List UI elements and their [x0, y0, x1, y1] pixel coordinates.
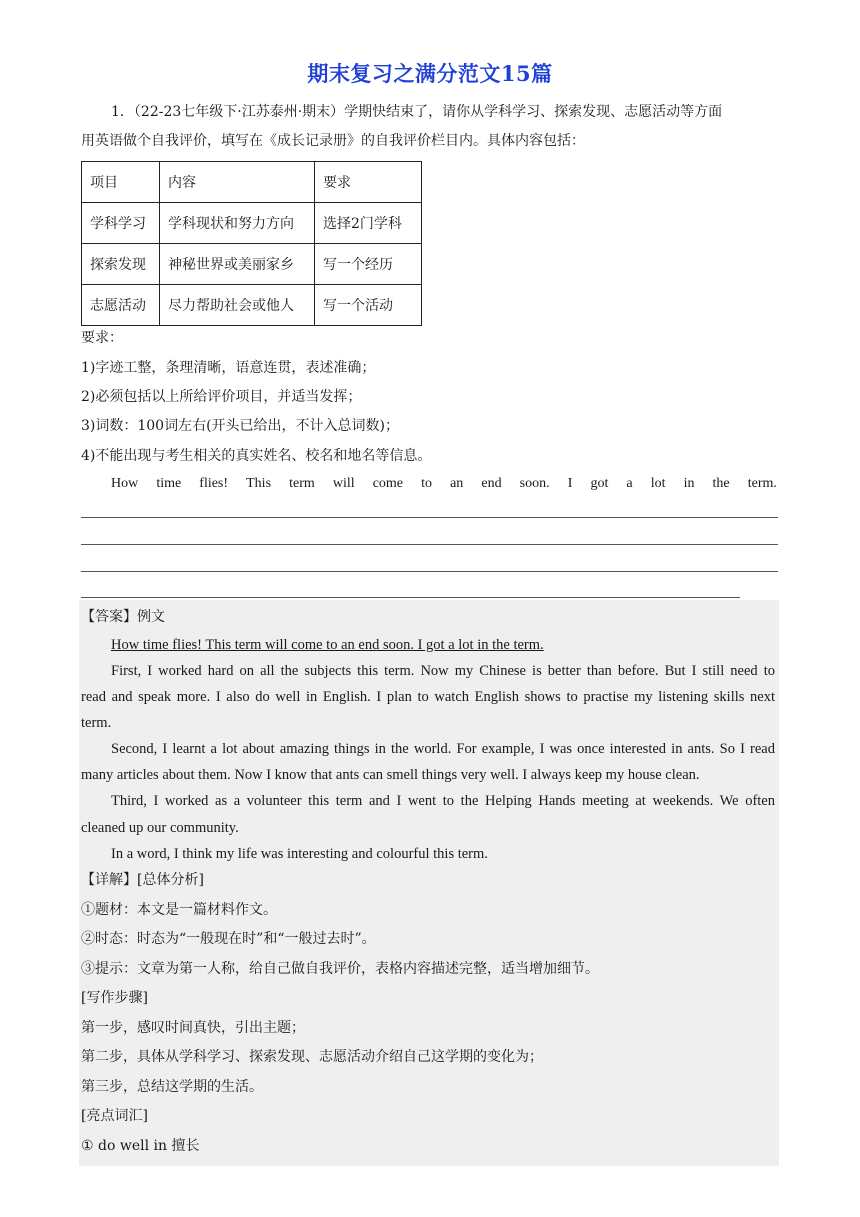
writing-line [81, 571, 778, 572]
opening-word: term [289, 476, 315, 491]
opening-word: This [246, 476, 272, 491]
vocab-label: [亮点词汇] [81, 1108, 148, 1124]
table-cell: 内容 [160, 162, 315, 203]
answer-paragraph-line: term. [81, 715, 112, 731]
writing-line [81, 597, 740, 598]
writing-line [81, 544, 778, 545]
table-cell: 要求 [315, 162, 422, 203]
question-line-2: 用英语做个自我评价，填写在《成长记录册》的自我评价栏目内。具体内容包括： [81, 133, 585, 149]
opening-sentence [111, 476, 777, 492]
question-line-1: 1．（22-23七年级下·江苏泰州·期末）学期快结束了，请你从学科学习、探索发现、志愿活动等方面 [111, 104, 723, 120]
answer-paragraph-line: Second, I learnt a lot about amazing things in the world. For example, I was once interested in ants. So I read [111, 741, 775, 757]
requirement-item: 2)必须包括以上所给评价项目，并适当发挥； [81, 389, 362, 405]
opening-word: a [626, 476, 633, 491]
writing-step: 第二步，具体从学科学习、探索发现、志愿活动介绍自己这学期的变化为； [81, 1049, 543, 1065]
opening-word: term. [747, 476, 777, 491]
opening-word: got [590, 476, 609, 491]
opening-word: time [156, 476, 182, 491]
opening-word: will [332, 476, 355, 491]
opening-word: lot [650, 476, 666, 491]
analysis-label: 【详解】[总体分析] [81, 872, 204, 888]
writing-step: 第三步，总结这学期的生活。 [81, 1079, 263, 1095]
table-cell: 神秘世界或美丽家乡 [160, 244, 315, 285]
opening-word: soon. [519, 476, 550, 491]
analysis-point: ③提示：文章为第一人称，给自己做自我评价，表格内容描述完整，适当增加细节。 [81, 961, 599, 977]
table-cell: 尽力帮助社会或他人 [160, 285, 315, 326]
requirement-table [81, 161, 422, 326]
answer-paragraph-line: Third, I worked as a volunteer this term and I went to the Helping Hands meeting at weekends. We often [111, 793, 775, 809]
opening-word: an [450, 476, 464, 491]
opening-word: end [481, 476, 502, 491]
writing-line [81, 517, 778, 518]
opening-word: flies! [199, 476, 229, 491]
opening-word: come [372, 476, 404, 491]
answer-paragraph-line: cleaned up our community. [81, 820, 239, 836]
table-cell: 写一个活动 [315, 285, 422, 326]
steps-label: [写作步骤] [81, 990, 148, 1006]
page-title: 期末复习之满分范文15篇 [307, 61, 553, 86]
answer-paragraph-line: In a word, I think my life was interesting and colourful this term. [111, 846, 488, 862]
table-cell: 探索发现 [82, 244, 160, 285]
writing-step: 第一步，感叹时间真快，引出主题； [81, 1020, 305, 1036]
table-cell: 写一个经历 [315, 244, 422, 285]
requirement-item: 4)不能出现与考生相关的真实姓名、校名和地名等信息。 [81, 448, 432, 464]
analysis-point: ②时态：时态为“一般现在时”和“一般过去时”。 [81, 931, 376, 947]
answer-paragraph-line: read and speak more. I also do well in English. I plan to watch English shows to practise my listening skills next [81, 689, 775, 705]
answer-label: 【答案】例文 [81, 609, 165, 625]
opening-word: to [421, 476, 432, 491]
table-row [82, 203, 422, 244]
analysis-point: ①题材：本文是一篇材料作文。 [81, 902, 277, 918]
table-cell: 学科学习 [82, 203, 160, 244]
opening-word: I [567, 476, 573, 491]
table-cell: 选择2门学科 [315, 203, 422, 244]
table-cell: 志愿活动 [82, 285, 160, 326]
requirements-heading: 要求： [81, 330, 123, 346]
table-cell: 学科现状和努力方向 [160, 203, 315, 244]
answer-paragraph-line: many articles about them. Now I know that ants can smell things very well. I always keep my house clean. [81, 767, 700, 783]
requirement-item: 3)词数：100词左右(开头已给出，不计入总词数)； [81, 418, 400, 434]
answer-paragraph-line: First, I worked hard on all the subjects this term. Now my Chinese is better than before. But I still need to [111, 663, 775, 679]
opening-word: the [712, 476, 730, 491]
table-header-row [82, 162, 422, 203]
vocab-item: ① do well in 擅长 [81, 1138, 200, 1154]
table-row [82, 244, 422, 285]
answer-opening: How time flies! This term will come to an end soon. I got a lot in the term. [111, 637, 544, 653]
opening-word: How [111, 476, 139, 491]
requirement-item: 1)字迹工整，条理清晰，语意连贯，表述准确； [81, 360, 376, 376]
opening-word: in [683, 476, 695, 491]
table-row [82, 285, 422, 326]
table-cell: 项目 [82, 162, 160, 203]
